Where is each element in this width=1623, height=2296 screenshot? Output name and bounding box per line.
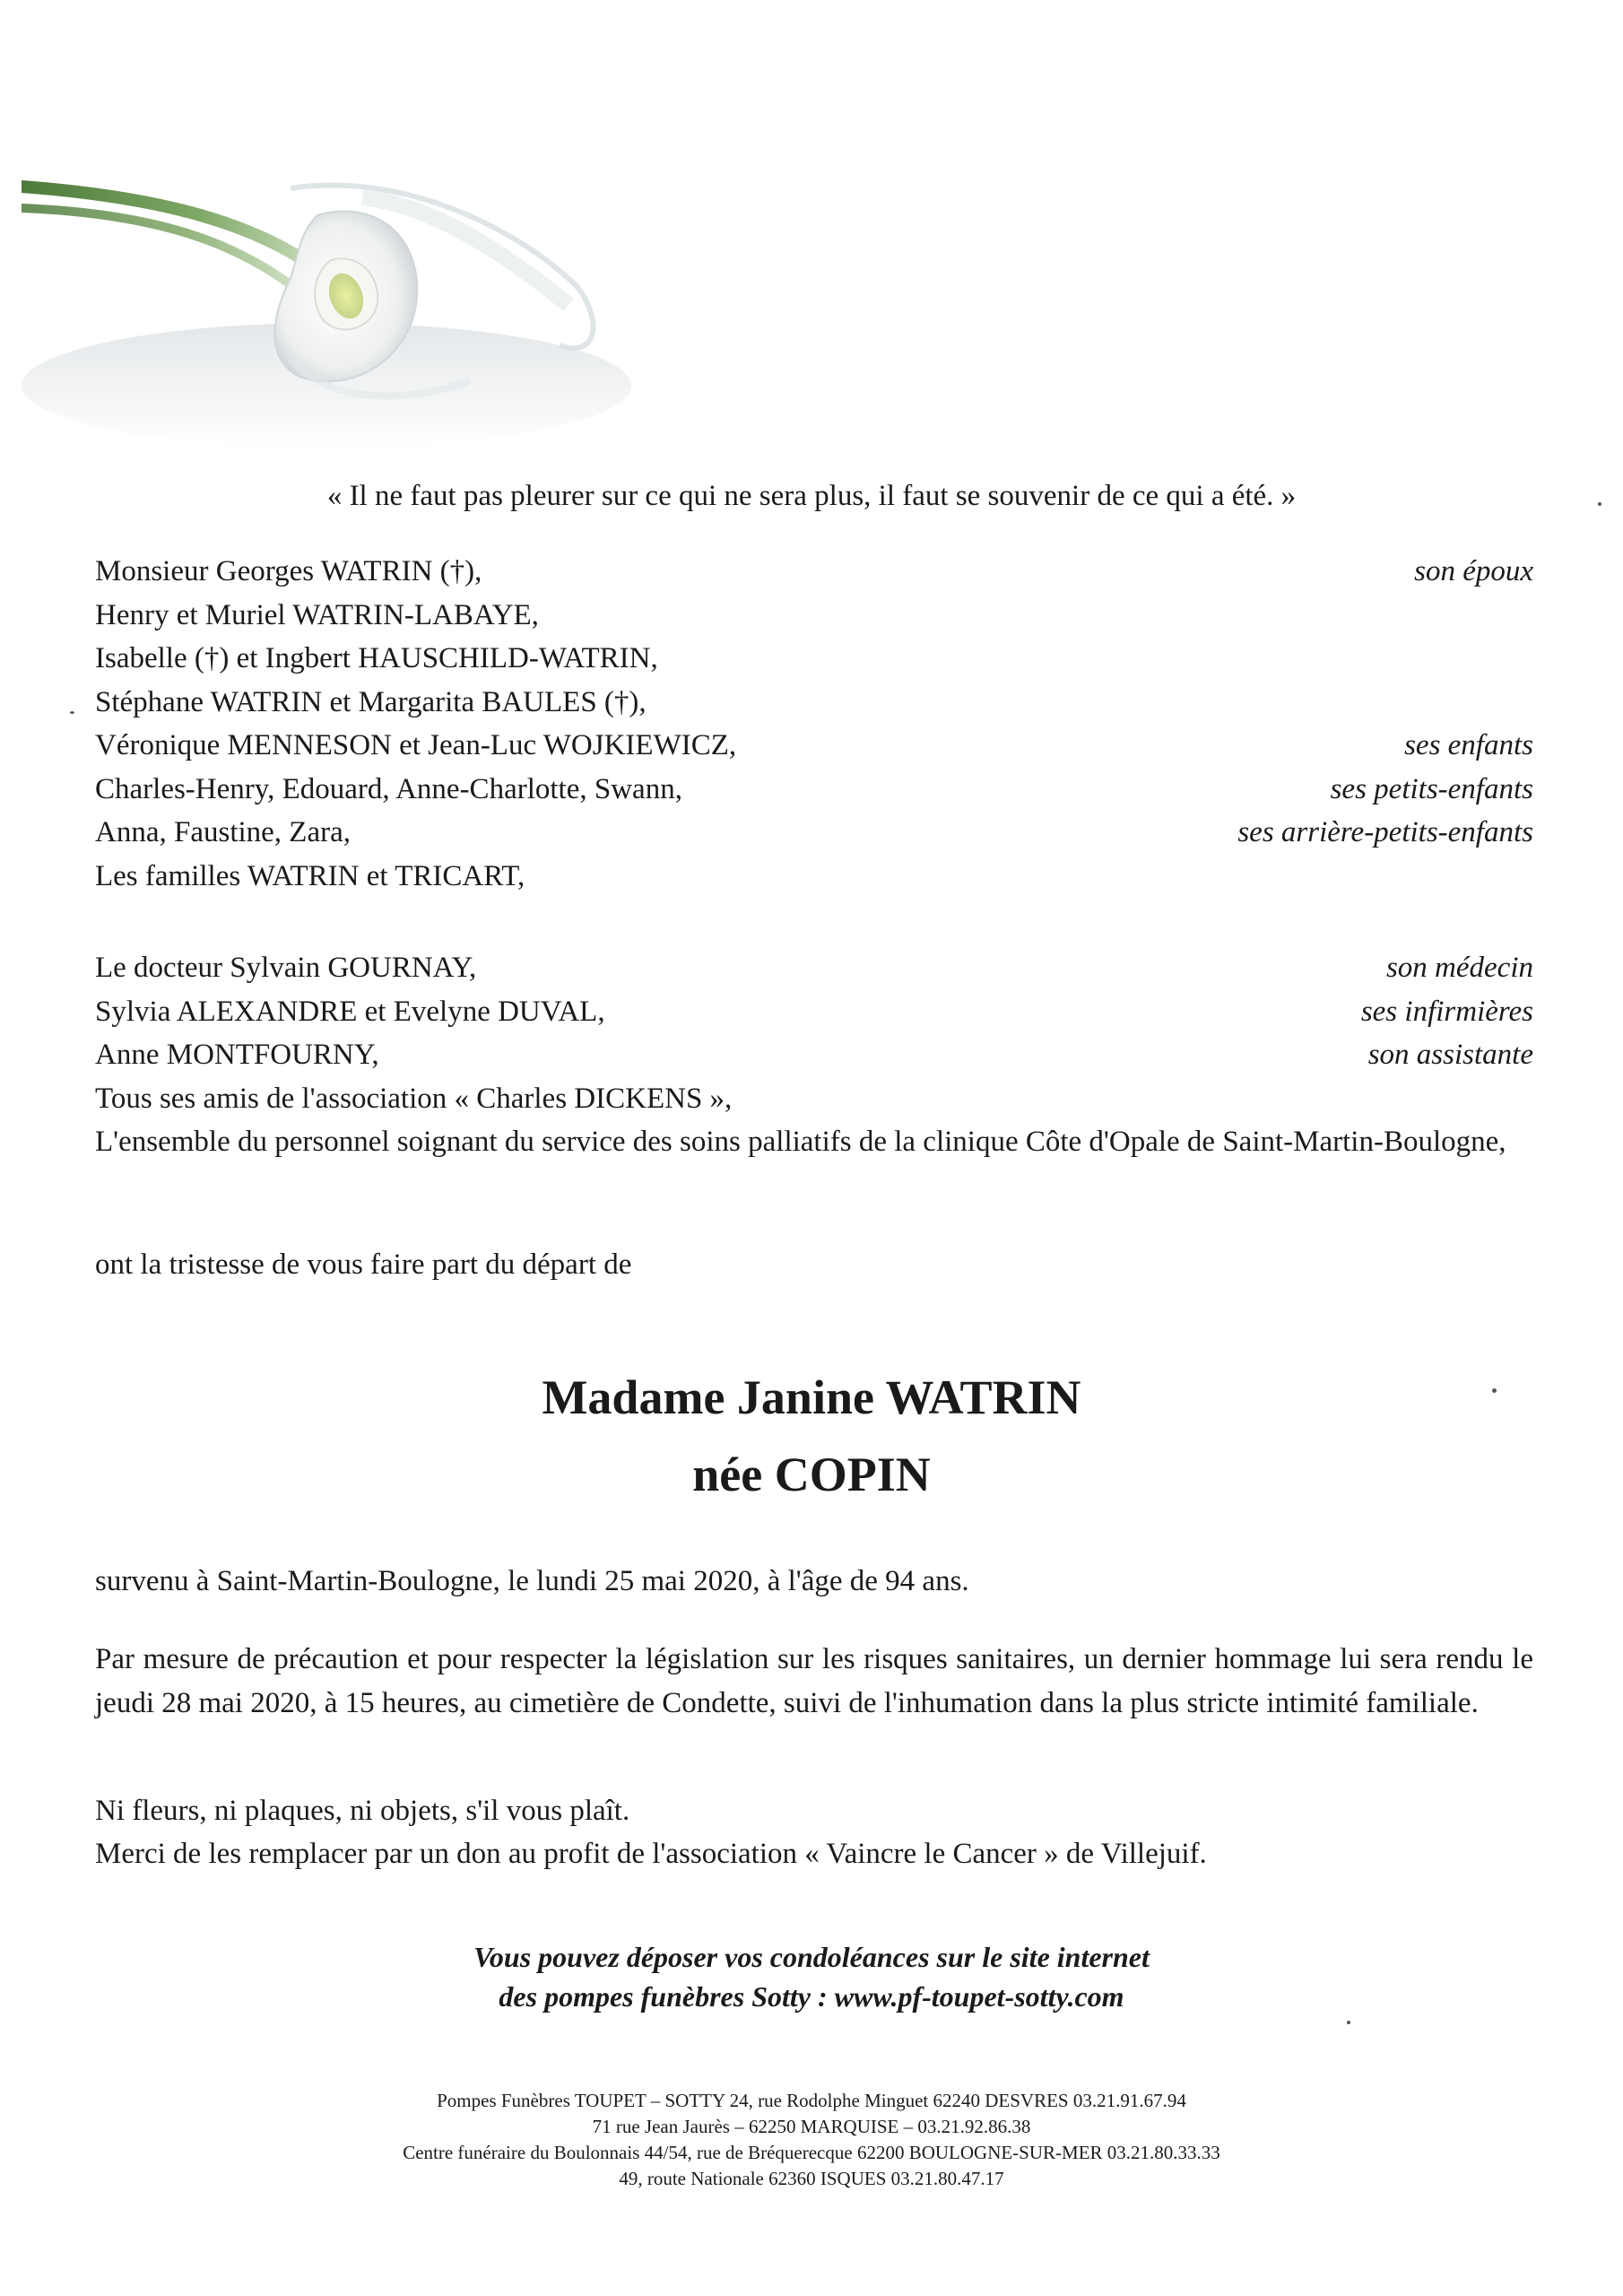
family-list xyxy=(95,550,1533,898)
family-member-name: Monsieur Georges WATRIN (†), xyxy=(95,555,482,587)
list-item xyxy=(95,550,1533,594)
family-member-role: son époux xyxy=(1414,555,1533,587)
list-item xyxy=(95,1033,1533,1077)
scan-speck xyxy=(1347,2021,1350,2024)
footer-line: Pompes Funèbres TOUPET – SOTTY 24, rue Rodolphe Minguet 62240 DESVRES 03.21.91.67.94 xyxy=(437,2090,1186,2111)
flowers-note: Ni fleurs, ni plaques, ni objets, s'il vous plaît. xyxy=(95,1795,630,1827)
caregivers-list xyxy=(95,946,1533,1120)
calla-lily-icon xyxy=(22,135,631,448)
list-item xyxy=(95,637,1533,681)
deceased-maiden-name: née COPIN xyxy=(692,1448,931,1501)
condolences-line: Vous pouvez déposer vos condoléances sur le site internet xyxy=(473,1941,1150,1973)
list-item xyxy=(95,594,1533,638)
list-item xyxy=(95,811,1533,855)
scan-speck xyxy=(70,711,74,714)
family-member-role: ses enfants xyxy=(1404,729,1533,761)
family-member-name: Anna, Faustine, Zara, xyxy=(95,816,351,848)
list-item xyxy=(95,990,1533,1034)
list-item xyxy=(95,1077,1533,1121)
family-member-name: Les familles WATRIN et TRICART, xyxy=(95,859,525,892)
family-member-role: ses petits-enfants xyxy=(1330,772,1533,805)
footer-line: Centre funéraire du Boulonnais 44/54, rue de Bréquerecque 62200 BOULOGNE-SUR-MER 03.21.80.33.33 xyxy=(403,2142,1220,2163)
deceased-name: Madame Janine WATRIN xyxy=(542,1370,1081,1424)
caregiver-name: Anne MONTFOURNY, xyxy=(95,1039,379,1071)
epigraph-quote: « Il ne faut pas pleurer sur ce qui ne sera plus, il faut se souvenir de ce qui a été. » xyxy=(326,480,1297,512)
scan-speck xyxy=(1492,1388,1497,1393)
deceased-name-block xyxy=(0,1359,1623,1513)
footer-line: 71 rue Jean Jaurès – 62250 MARQUISE – 03.21.92.86.38 xyxy=(592,2116,1031,2137)
family-member-role: ses arrière-petits-enfants xyxy=(1237,816,1533,848)
condolences-block xyxy=(0,1937,1623,2016)
caregiver-name: Sylvia ALEXANDRE et Evelyne DUVAL, xyxy=(95,995,605,1028)
list-item xyxy=(95,855,1533,899)
funeral-home-footer xyxy=(0,2088,1623,2192)
death-notice: survenu à Saint-Martin-Boulogne, le lundi 25 mai 2020, à l'âge de 94 ans. xyxy=(95,1565,969,1597)
family-member-name: Stéphane WATRIN et Margarita BAULES (†), xyxy=(95,685,647,718)
list-item xyxy=(95,768,1533,812)
condolences-website: des pompes funèbres Sotty : www.pf-toupet-sotty.com xyxy=(499,1980,1124,2013)
staff-line: L'ensemble du personnel soignant du service des soins palliatifs de la clinique Côte d'Opale de Saint-Martin-Boulogne, xyxy=(95,1126,1506,1158)
family-member-name: Charles-Henry, Edouard, Anne-Charlotte, Swann, xyxy=(95,772,682,805)
caregiver-name: Tous ses amis de l'association « Charles DICKENS », xyxy=(95,1082,733,1115)
list-item xyxy=(95,946,1533,990)
family-member-name: Henry et Muriel WATRIN-LABAYE, xyxy=(95,598,539,631)
list-item xyxy=(95,724,1533,768)
ceremony-paragraph: Par mesure de précaution et pour respecter la législation sur les risques sanitaires, un dernier hommage lui sera rendu le jeudi 28 mai 2020, à 15 heures, au cimetière de Condette, suivi de l'inhumation dans la plus stricte intimité familiale. xyxy=(95,1643,1533,1719)
family-member-name: Véronique MENNESON et Jean-Luc WOJKIEWICZ, xyxy=(95,729,737,761)
list-item xyxy=(95,681,1533,725)
announcement-text: ont la tristesse de vous faire part du départ de xyxy=(95,1248,632,1281)
scan-speck xyxy=(1598,502,1601,506)
caregiver-role: son assistante xyxy=(1367,1039,1533,1071)
family-member-name: Isabelle (†) et Ingbert HAUSCHILD-WATRIN, xyxy=(95,642,658,674)
donation-note: Merci de les remplacer par un don au profit de l'association « Vaincre le Cancer » de Villejuif. xyxy=(95,1838,1207,1870)
caregiver-role: son médecin xyxy=(1385,952,1533,984)
caregiver-name: Le docteur Sylvain GOURNAY, xyxy=(95,952,477,984)
caregiver-role: ses infirmières xyxy=(1360,995,1533,1028)
footer-line: 49, route Nationale 62360 ISQUES 03.21.80.47.17 xyxy=(619,2168,1004,2189)
